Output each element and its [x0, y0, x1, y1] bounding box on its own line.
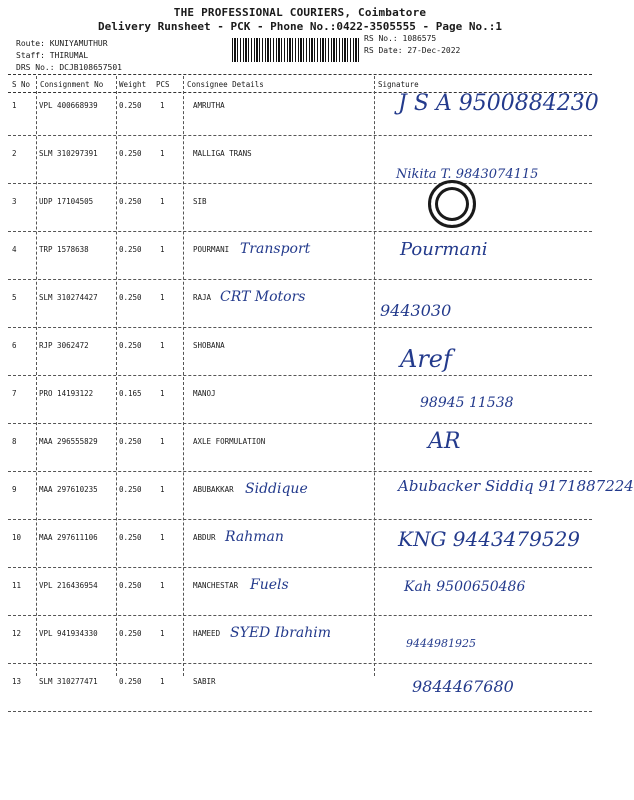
recipient-signature: KNG 9443479529	[398, 527, 581, 551]
consignment-number: UDP 17104505	[39, 197, 94, 206]
route-label: Route: KUNIYAMUTHUR	[16, 39, 108, 48]
table-row	[0, 389, 600, 437]
consignment-number: MAA 297611106	[39, 533, 98, 542]
handwritten-note: Siddique	[245, 481, 308, 497]
row-sno: 6	[12, 341, 17, 350]
table-row	[0, 239, 600, 293]
consignee-name: AXLE FORMULATION	[193, 437, 266, 446]
col-header-consignee: Consignee Details	[187, 80, 264, 89]
recipient-signature: Abubacker Siddiq 9171887224	[398, 477, 634, 495]
consignment-number: RJP 3062472	[39, 341, 89, 350]
pcs-value: 1	[160, 485, 165, 494]
recipient-signature: 9844467680	[412, 677, 514, 696]
table-row	[0, 197, 600, 245]
consignee-name: MANCHESTAR	[193, 581, 239, 590]
row-sno: 3	[12, 197, 17, 206]
weight-value: 0.250	[119, 533, 142, 542]
row-divider	[8, 471, 592, 472]
weight-value: 0.250	[119, 341, 142, 350]
handwritten-note: CRT Motors	[220, 289, 306, 305]
table-row	[0, 149, 600, 197]
handwritten-note: Fuels	[250, 577, 289, 593]
row-sno: 12	[12, 629, 22, 638]
row-divider	[8, 135, 592, 136]
row-divider	[8, 375, 592, 376]
row-divider	[8, 711, 592, 712]
recipient-signature: Nikita T. 9843074115	[396, 167, 539, 182]
consignee-name: MANOJ	[193, 389, 216, 398]
row-sno: 1	[12, 101, 17, 110]
rs-date: RS Date: 27-Dec-2022	[364, 46, 461, 55]
row-sno: 7	[12, 389, 17, 398]
pcs-value: 1	[160, 101, 165, 110]
row-divider	[8, 327, 592, 328]
col-header-sno: S No	[12, 80, 31, 89]
consignment-number: SLM 310274427	[39, 293, 98, 302]
row-divider	[8, 663, 592, 664]
recipient-signature: Pourmani	[400, 239, 488, 260]
consignment-number: VPL 400668939	[39, 101, 98, 110]
weight-value: 0.165	[119, 389, 142, 398]
row-divider	[8, 279, 592, 280]
row-sno: 5	[12, 293, 17, 302]
consignee-name: MALLIGA TRANS	[193, 149, 252, 158]
pcs-value: 1	[160, 629, 165, 638]
barcode-image	[232, 38, 360, 62]
recipient-signature: Aref	[400, 345, 452, 373]
consignee-name: AMRUTHA	[193, 101, 225, 110]
company-title: THE PROFESSIONAL COURIERS, Coimbatore	[173, 6, 427, 19]
consignee-name: SIB	[193, 197, 207, 206]
col-header-weight: Weight	[119, 80, 147, 89]
row-divider	[8, 423, 592, 424]
consignment-number: VPL 941934330	[39, 629, 98, 638]
consignment-number: MAA 296555829	[39, 437, 98, 446]
consignee-name: HAMEED	[193, 629, 221, 638]
row-sno: 4	[12, 245, 17, 254]
runsheet-title: Delivery Runsheet - PCK - Phone No.:0422-3505555 - Page No.:1	[98, 20, 502, 33]
consignee-name: POURMANI	[193, 245, 230, 254]
handwritten-note: SYED Ibrahim	[230, 625, 332, 641]
drs-number: DRS No.: DCJB108657501	[16, 63, 122, 72]
table-row	[0, 91, 600, 149]
recipient-signature: 9444981925	[406, 637, 476, 650]
row-sno: 13	[12, 677, 22, 686]
recipient-signature: 9443030	[380, 301, 452, 320]
pcs-value: 1	[160, 293, 165, 302]
row-divider	[8, 567, 592, 568]
handwritten-note: Rahman	[225, 529, 284, 545]
weight-value: 0.250	[119, 101, 142, 110]
pcs-value: 1	[160, 581, 165, 590]
table-row	[0, 527, 600, 581]
weight-value: 0.250	[119, 149, 142, 158]
company-seal-stamp	[428, 180, 476, 228]
handwritten-note: Transport	[240, 241, 311, 257]
row-divider	[8, 183, 592, 184]
consignment-number: TRP 1578638	[39, 245, 89, 254]
pcs-value: 1	[160, 197, 165, 206]
weight-value: 0.250	[119, 293, 142, 302]
consignment-number: PRO 14193122	[39, 389, 94, 398]
pcs-value: 1	[160, 149, 165, 158]
pcs-value: 1	[160, 677, 165, 686]
weight-value: 0.250	[119, 485, 142, 494]
row-sno: 10	[12, 533, 22, 542]
consignee-name: SABIR	[193, 677, 216, 686]
col-header-signature: Signature	[378, 80, 419, 89]
weight-value: 0.250	[119, 245, 142, 254]
weight-value: 0.250	[119, 581, 142, 590]
row-divider	[8, 519, 592, 520]
pcs-value: 1	[160, 533, 165, 542]
row-sno: 9	[12, 485, 17, 494]
recipient-signature: Kah 9500650486	[404, 579, 526, 595]
consignee-name: RAJA	[193, 293, 212, 302]
table-row	[0, 577, 600, 629]
row-sno: 11	[12, 581, 22, 590]
table-row	[0, 341, 600, 389]
col-header-consignment: Consignment No	[40, 80, 104, 89]
recipient-signature: 98945 11538	[420, 395, 514, 411]
weight-value: 0.250	[119, 629, 142, 638]
consignment-number: SLM 310277471	[39, 677, 98, 686]
rs-number: RS No.: 1086575	[364, 34, 437, 43]
weight-value: 0.250	[119, 437, 142, 446]
col-header-pcs: PCS	[156, 80, 170, 89]
table-row	[0, 625, 600, 677]
recipient-signature: J S A 9500884230	[398, 91, 599, 116]
pcs-value: 1	[160, 341, 165, 350]
pcs-value: 1	[160, 245, 165, 254]
consignment-number: VPL 216436954	[39, 581, 98, 590]
row-sno: 8	[12, 437, 17, 446]
recipient-signature: AR	[428, 429, 461, 454]
staff-label: Staff: THIRUMAL	[16, 51, 89, 60]
row-divider	[8, 231, 592, 232]
table-row	[0, 477, 634, 533]
consignee-name: ABDUR	[193, 533, 216, 542]
consignee-name: ABUBAKKAR	[193, 485, 234, 494]
consignee-name: SHOBANA	[193, 341, 225, 350]
weight-value: 0.250	[119, 197, 142, 206]
consignment-number: SLM 310297391	[39, 149, 98, 158]
table-row	[0, 677, 600, 725]
row-divider	[8, 615, 592, 616]
weight-value: 0.250	[119, 677, 142, 686]
consignment-number: MAA 297610235	[39, 485, 98, 494]
header-rule-top	[8, 74, 592, 75]
row-sno: 2	[12, 149, 17, 158]
pcs-value: 1	[160, 437, 165, 446]
pcs-value: 1	[160, 389, 165, 398]
table-row	[0, 289, 600, 341]
